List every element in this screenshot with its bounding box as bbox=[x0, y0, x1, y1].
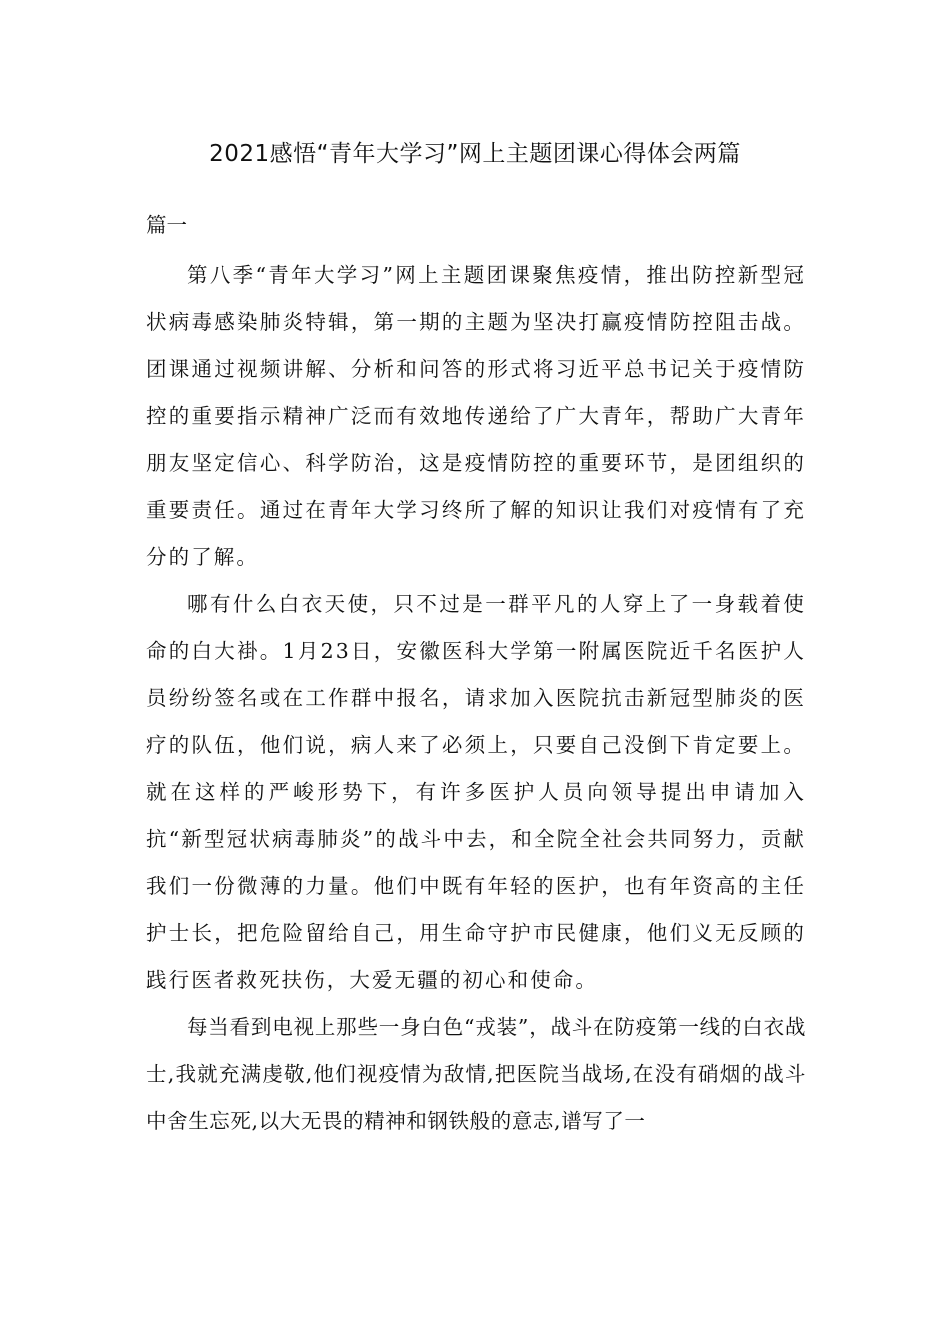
paragraph: 每当看到电视上那些一身白色“戎装”，战斗在防疫第一线的白衣战士,我就充满虔敬,他们视疫情为敌情,把医院当战场,在没有硝烟的战斗中舍生忘死,以大无畏的精神和钢铁般的意志,谱写了一 bbox=[146, 1015, 806, 1133]
document-body bbox=[146, 252, 806, 1145]
paragraph: 第八季“青年大学习”网上主题团课聚焦疫情，推出防控新型冠状病毒感染肺炎特辑，第一期的主题为坚决打赢疫情防控阻击战。团课通过视频讲解、分析和问答的形式将习近平总书记关于疫情防控的重要指示精神广泛而有效地传递给了广大青年，帮助广大青年朋友坚定信心、科学防治，这是疫情防控的重要环节，是团组织的重要责任。通过在青年大学习终所了解的知识让我们对疫情有了充分的了解。 bbox=[146, 263, 806, 569]
section-label: 篇一 bbox=[146, 213, 187, 237]
paragraph: 哪有什么白衣天使，只不过是一群平凡的人穿上了一身载着使命的白大褂。1月23日，安徽医科大学第一附属医院近千名医护人员纷纷签名或在工作群中报名，请求加入医院抗击新冠型肺炎的医疗的队伍，他们说，病人来了必须上，只要自己没倒下肯定要上。就在这样的严峻形势下，有许多医护人员向领导提出申请加入抗“新型冠状病毒肺炎”的战斗中去，和全院全社会共同努力，贡献我们一份微薄的力量。他们中既有年轻的医护，也有年资高的主任护士长，把危险留给自己，用生命守护市民健康，他们义无反顾的践行医者救死扶伤，大爱无疆的初心和使命。 bbox=[146, 592, 806, 992]
document-title: 2021感悟“青年大学习”网上主题团课心得体会两篇 bbox=[209, 141, 741, 167]
